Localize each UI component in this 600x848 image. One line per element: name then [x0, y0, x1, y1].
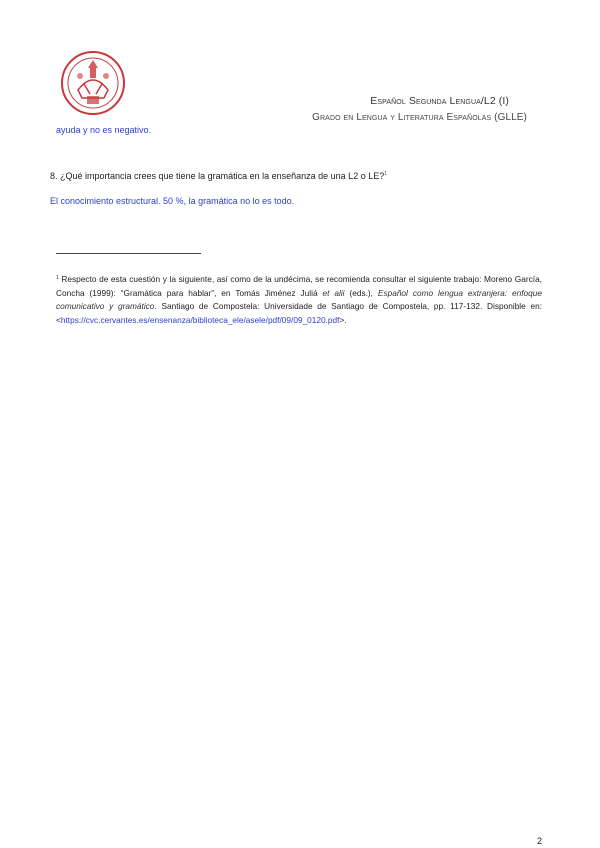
footnote-separator: [56, 253, 201, 254]
footnote-publisher: . Santiago de Compostela: Universidade de Santiago de Compostela, pp. 117-132. Disponible en: <: [56, 301, 543, 325]
footnote-eds: (eds.),: [344, 287, 378, 298]
footnote-url-link[interactable]: https://cvc.cervantes.es/ensenanza/biblioteca_ele/asele/pdf/09/09_0120.pdf: [60, 314, 340, 325]
degree-title: Grado en Lengua y Literatura Españolas (GLLE): [312, 112, 527, 123]
footnote-intro: Respecto de esta cuestión y la siguiente, así como de la undécima, se recomienda consultar el siguiente trabajo: Moreno García, Concha (1999): “Gramática para hablar”, en Tomás Jiménez Juliá: [56, 274, 542, 298]
answer-8: El conocimiento estructural. 50 %, la gramática no lo es todo.: [50, 196, 295, 206]
page-number: 2: [536, 836, 542, 846]
previous-answer-tail: ayuda y no es negativo.: [56, 125, 152, 135]
footnote-book-title: Español como lengua extranjera: enfoque comunicativo y gramático: [56, 287, 543, 311]
footnote-et-alii: et alii: [322, 287, 345, 298]
footnote-ref[interactable]: 1: [384, 171, 387, 177]
question-8: [50, 171, 387, 181]
footnote-number: 1: [56, 275, 59, 281]
footnote-1: [56, 273, 542, 327]
question-text: 8. ¿Qué importancia crees que tiene la gramática en la enseñanza de una L2 o LE?: [50, 171, 385, 181]
course-title: Español Segunda Lengua/L2 (I): [370, 95, 509, 107]
footnote-close: >.: [339, 314, 347, 325]
university-seal-icon: [60, 50, 126, 116]
